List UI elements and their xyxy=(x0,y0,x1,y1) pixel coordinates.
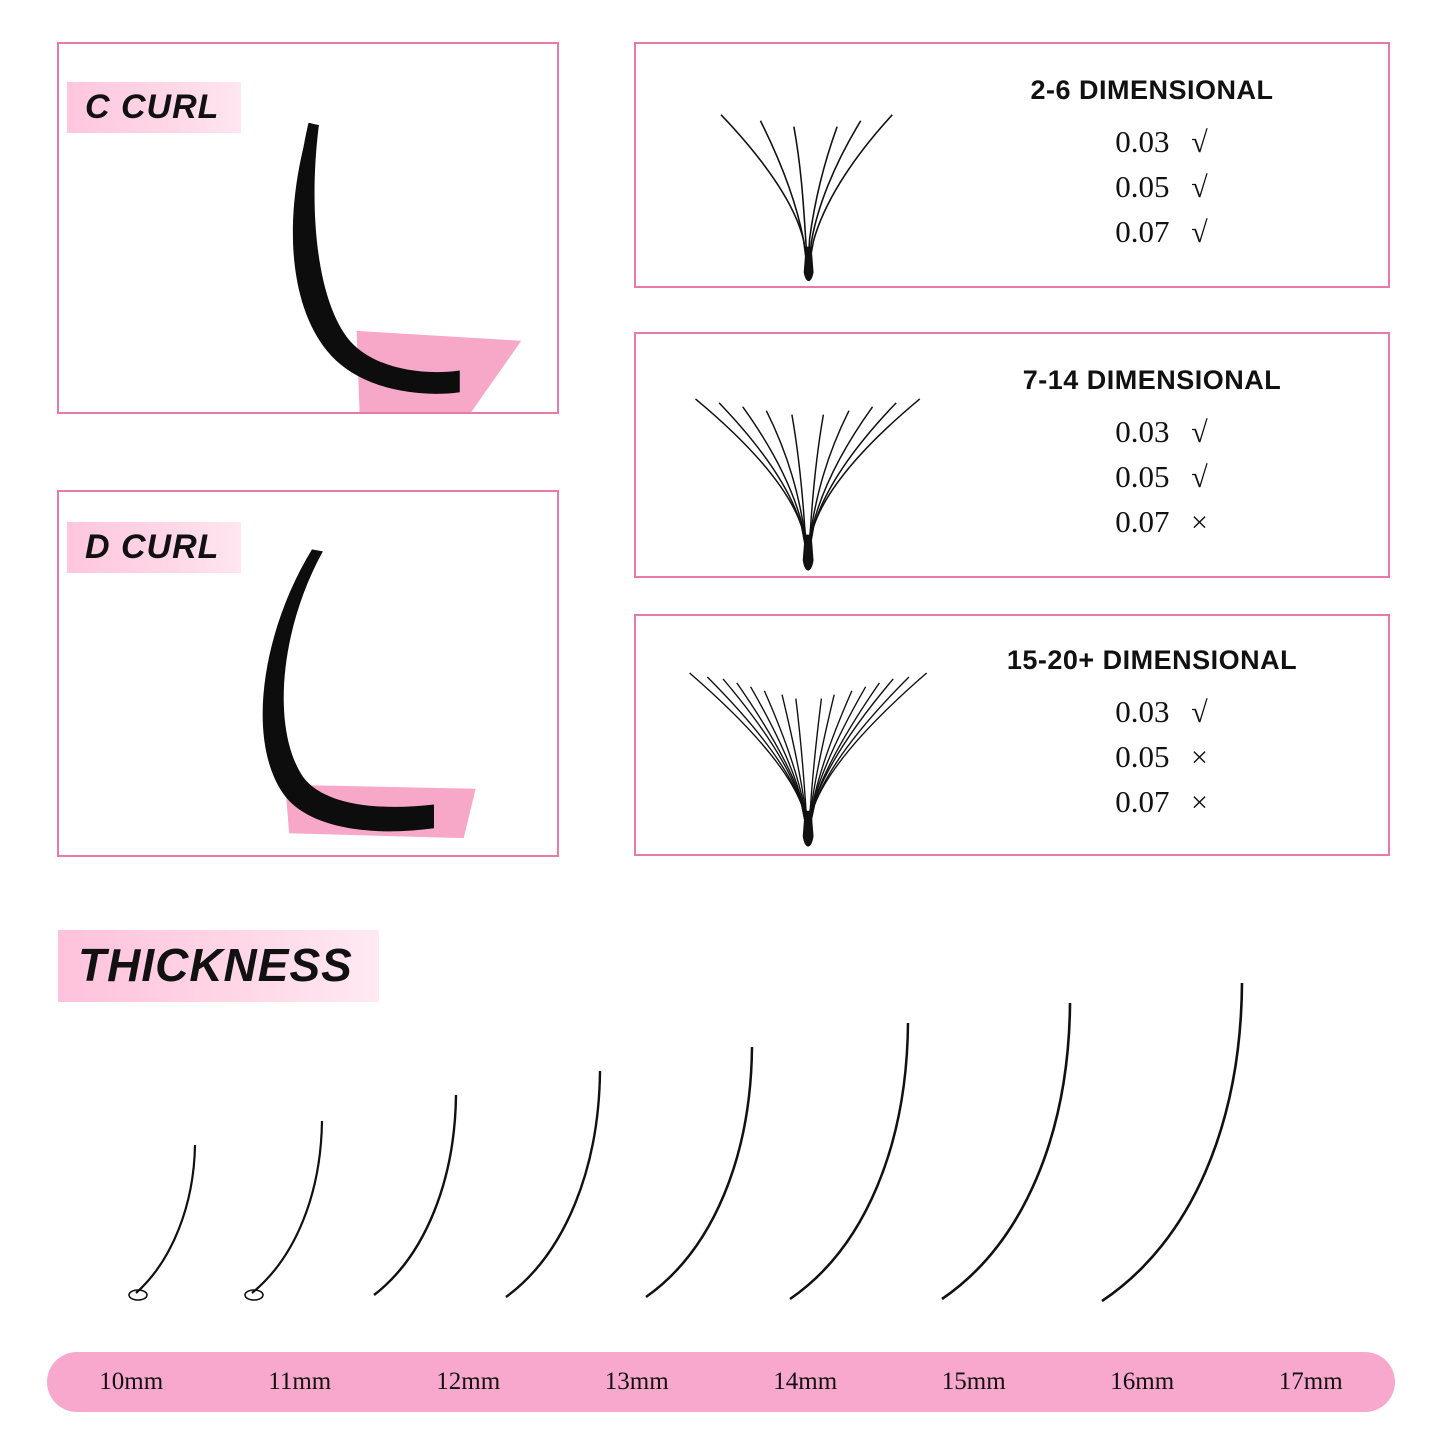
size-label: 14mm xyxy=(773,1368,838,1395)
availability-row xyxy=(1075,210,1230,255)
size-label: 17mm xyxy=(1278,1368,1343,1395)
lash-length-row xyxy=(52,975,1397,1335)
size-label: 15mm xyxy=(941,1368,1006,1395)
availability-row xyxy=(1075,455,1230,500)
lash-10mm xyxy=(129,1145,195,1300)
availability-row xyxy=(1075,500,1230,545)
availability-row xyxy=(1075,120,1230,165)
dimensional-panel-7-14 xyxy=(634,332,1390,578)
availability-mark: × xyxy=(1191,505,1208,539)
lash-12mm xyxy=(374,1095,456,1295)
size-label: 16mm xyxy=(1110,1368,1175,1395)
lash-15mm xyxy=(790,1023,908,1299)
thickness-value: 0.05 xyxy=(1115,459,1170,495)
size-label: 12mm xyxy=(436,1368,501,1395)
availability-mark: √ xyxy=(1191,171,1208,205)
fan-10d-icon xyxy=(636,334,936,576)
size-label: 11mm xyxy=(268,1368,332,1395)
lash-16mm xyxy=(942,1003,1070,1299)
d-curl-label: D CURL xyxy=(67,522,241,573)
availability-row xyxy=(1075,165,1230,210)
c-curl-panel xyxy=(57,42,559,414)
thickness-value: 0.07 xyxy=(1115,503,1170,539)
size-label: 10mm xyxy=(99,1368,164,1395)
fan-6d-icon xyxy=(636,44,936,286)
availability-mark: √ xyxy=(1191,126,1208,160)
lash-13mm xyxy=(506,1071,600,1297)
thickness-availability-list xyxy=(1075,410,1230,545)
thickness-availability-list xyxy=(1075,690,1230,825)
lash-14mm xyxy=(646,1047,752,1297)
availability-row xyxy=(1075,690,1230,735)
dimensional-info-2-6 xyxy=(936,75,1388,255)
thickness-value: 0.03 xyxy=(1115,124,1170,160)
thickness-value: 0.05 xyxy=(1115,169,1170,205)
thickness-value: 0.07 xyxy=(1115,783,1170,819)
dimensional-panel-15-20 xyxy=(634,614,1390,856)
dimensional-title: 2-6 DIMENSIONAL xyxy=(1030,75,1274,106)
d-curl-panel xyxy=(57,490,559,857)
dimensional-info-15-20 xyxy=(936,645,1388,825)
availability-mark: √ xyxy=(1191,696,1208,730)
lash-17mm xyxy=(1102,983,1242,1301)
dimensional-info-7-14 xyxy=(936,365,1388,545)
availability-row xyxy=(1075,780,1230,825)
availability-mark: √ xyxy=(1191,215,1208,249)
thickness-section-label: THICKNESS xyxy=(58,930,379,1002)
dimensional-title: 15-20+ DIMENSIONAL xyxy=(1006,645,1298,676)
dimensional-panel-2-6 xyxy=(634,42,1390,288)
c-curl-label: C CURL xyxy=(67,82,241,133)
thickness-value: 0.03 xyxy=(1115,414,1170,450)
availability-row xyxy=(1075,410,1230,455)
thickness-value: 0.03 xyxy=(1115,694,1170,730)
availability-mark: √ xyxy=(1191,461,1208,495)
availability-mark: √ xyxy=(1191,416,1208,450)
thickness-value: 0.07 xyxy=(1115,213,1170,249)
availability-mark: × xyxy=(1191,785,1208,819)
dimensional-title: 7-14 DIMENSIONAL xyxy=(1022,365,1282,396)
size-legend-bar xyxy=(47,1352,1395,1412)
fan-16d-icon xyxy=(636,616,936,854)
lash-11mm xyxy=(245,1121,322,1300)
availability-mark: × xyxy=(1191,741,1208,775)
thickness-value: 0.05 xyxy=(1115,739,1170,775)
size-label: 13mm xyxy=(604,1368,669,1395)
thickness-availability-list xyxy=(1075,120,1230,255)
availability-row xyxy=(1075,735,1230,780)
